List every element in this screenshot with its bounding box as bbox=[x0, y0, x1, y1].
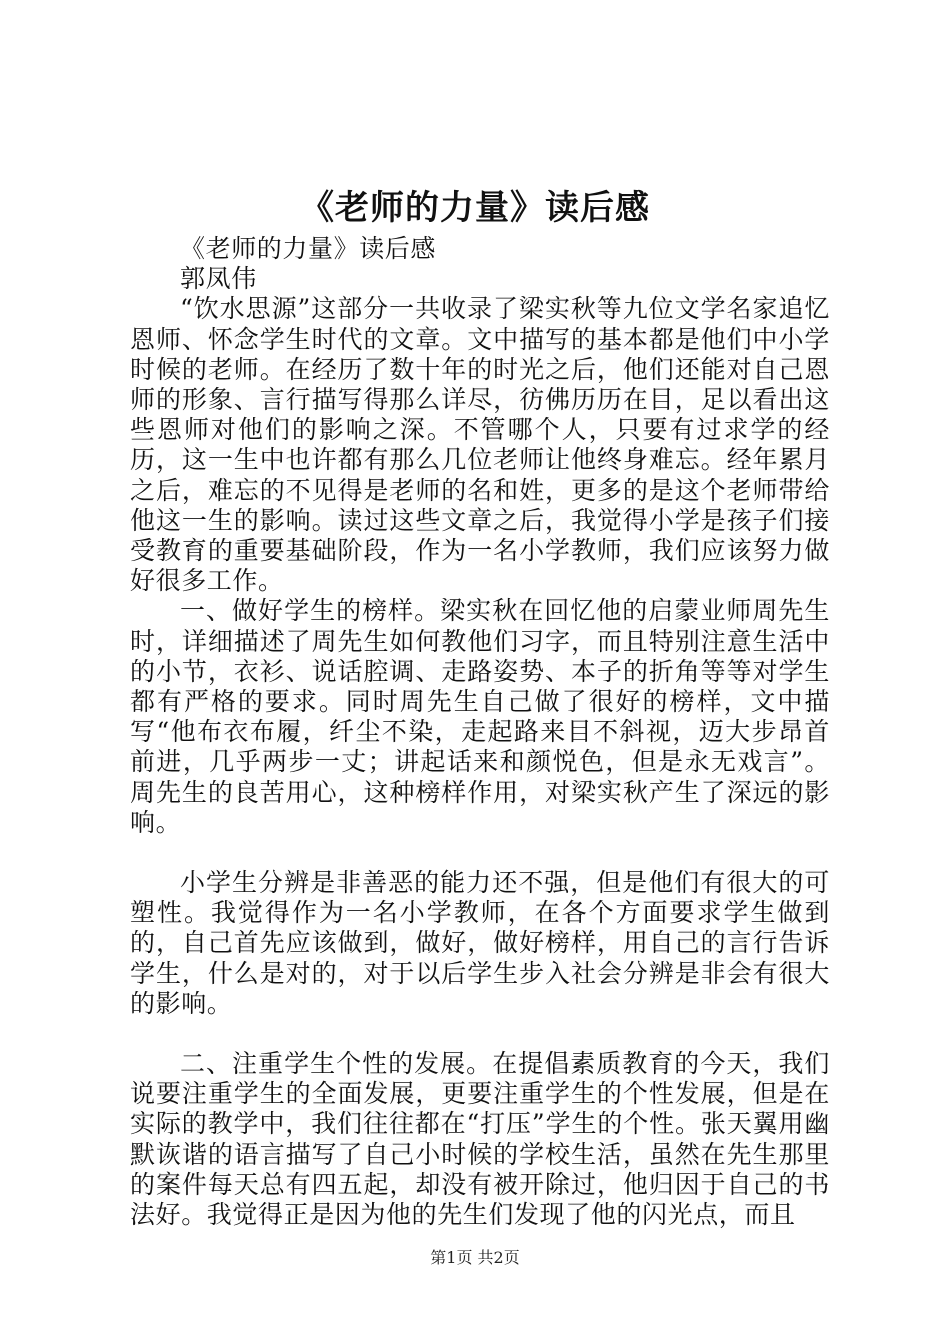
paragraph-reflection: 小学生分辨是非善恶的能力还不强，但是他们有很大的可塑性。我觉得作为一名小学教师，在各个方面要求学生做到的，自己首先应该做到，做好，做好榜样，用自己的言行告诉学生，什么是对的，对于以后学生步入社会分辨是非会有很大的影响。 bbox=[130, 868, 830, 1018]
subtitle-line: 《老师的力量》读后感 bbox=[180, 234, 437, 263]
document-body bbox=[130, 234, 830, 1230]
paragraph-intro: “饮水思源”这部分一共收录了梁实秋等九位文学名家追忆恩师、怀念学生时代的文章。文中描写的基本都是他们中小学时候的老师。在经历了数十年的时光之后，他们还能对自己恩师的形象、言行描写得那么详尽，彷佛历历在目，足以看出这些恩师对他们的影响之深。不管哪个人，只要有过求学的经历，这一生中也许都有那么几位老师让他终身难忘。经年累月之后，难忘的不见得是老师的名和姓，更多的是这个老师带给他这一生的影响。读过这些文章之后，我觉得小学是孩子们接受教育的重要基础阶段，作为一名小学教师，我们应该努力做好很多工作。 bbox=[130, 294, 830, 596]
page-number: 第1页 共2页 bbox=[430, 1248, 520, 1267]
document-title: 《老师的力量》读后感 bbox=[300, 188, 650, 228]
paragraph-point-two: 二、注重学生个性的发展。在提倡素质教育的今天，我们说要注重学生的全面发展，更要注重学生的个性发展，但是在实际的教学中，我们往往都在“打压”学生的个性。张天翼用幽默诙谐的语言描写了自己小时候的学校生活，虽然在先生那里的案件每天总有四五起，却没有被开除过，他归因于自己的书法好。我觉得正是因为他的先生们发现了他的闪光点，而且 bbox=[130, 1049, 830, 1230]
author-line: 郭凤伟 bbox=[180, 264, 257, 294]
paragraph-point-one: 一、做好学生的榜样。梁实秋在回忆他的启蒙业师周先生时，详细描述了周先生如何教他们习字，而且特别注意生活中的小节，衣衫、说话腔调、走路姿势、本子的折角等等对学生都有严格的要求。同时周先生自己做了很好的榜样，文中描写“他布衣布履，纤尘不染，走起路来目不斜视，迈大步昂首前进，几乎两步一丈；讲起话来和颜悦色，但是永无戏言”。周先生的良苦用心，这种榜样作用，对梁实秋产生了深远的影响。 bbox=[130, 596, 830, 837]
